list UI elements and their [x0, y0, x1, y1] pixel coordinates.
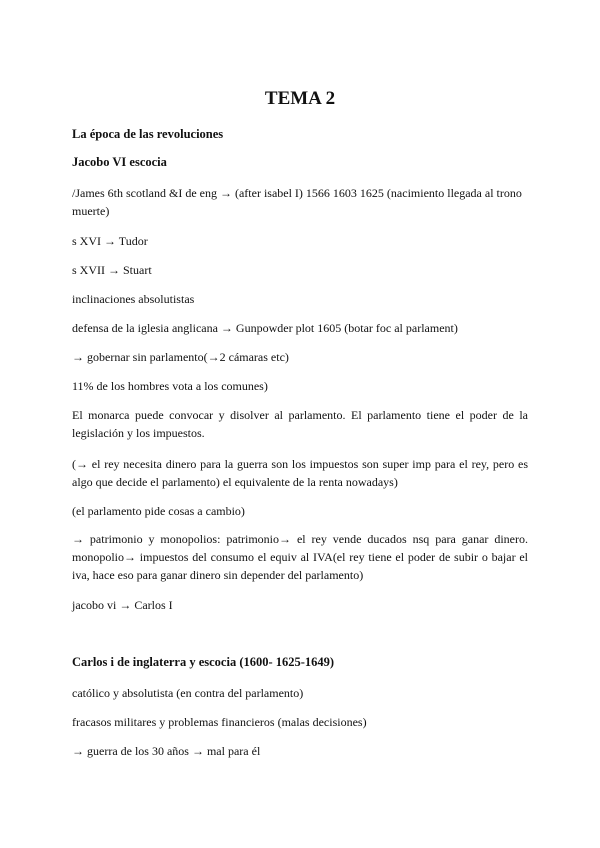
- paragraph-a-cambio: (el parlamento pide cosas a cambio): [72, 504, 245, 518]
- section-heading-jacobo: Jacobo VI escocia: [72, 155, 167, 169]
- paragraph-absolutistas: inclinaciones absolutistas: [72, 292, 195, 306]
- paragraph-patrimonio: → patrimonio y monopolios: patrimonio→ el rey vende ducados nsq para ganar dinero. monopolio→ impuestos del consumo el equiv al IVA(el rey tiene el poder de subir o bajar el iva, hace eso para ganar dinero sin depender del parlamento): [72, 532, 528, 582]
- section-heading-carlos: Carlos i de inglaterra y escocia (1600- 1625-1649): [72, 655, 335, 669]
- paragraph-voto: 11% de los hombres vota a los comunes): [72, 379, 268, 393]
- section-heading-revoluciones: La época de las revoluciones: [72, 127, 224, 141]
- paragraph-carlos: jacobo vi → Carlos I: [72, 598, 173, 612]
- paragraph-tudor: s XVI → Tudor: [72, 234, 148, 248]
- page-title: TEMA 2: [264, 88, 336, 109]
- paragraph-fracasos: fracasos militares y problemas financieros (malas decisiones): [72, 715, 367, 729]
- paragraph-catolico: católico y absolutista (en contra del parlamento): [72, 686, 304, 700]
- paragraph-sin-parlamento: → gobernar sin parlamento(→2 cámaras etc): [72, 350, 289, 364]
- paragraph-monarca: El monarca puede convocar y disolver al parlamento. El parlamento tiene el poder de la legislación y los impuestos.: [72, 408, 528, 440]
- paragraph-james: /James 6th scotland &I de eng → (after isabel I) 1566 1603 1625 (nacimiento llegada al trono muerte): [72, 186, 522, 218]
- paragraph-stuart: s XVII → Stuart: [72, 263, 152, 277]
- paragraph-gunpowder: defensa de la iglesia anglicana → Gunpowder plot 1605 (botar foc al parlament): [72, 321, 458, 335]
- paragraph-guerra-30: → guerra de los 30 años → mal para él: [72, 744, 261, 758]
- paragraph-dinero-guerra: (→ el rey necesita dinero para la guerra son los impuestos son super imp para el rey, pero es algo que decide el parlamento) el equivalente de la renta nowadays): [72, 457, 528, 489]
